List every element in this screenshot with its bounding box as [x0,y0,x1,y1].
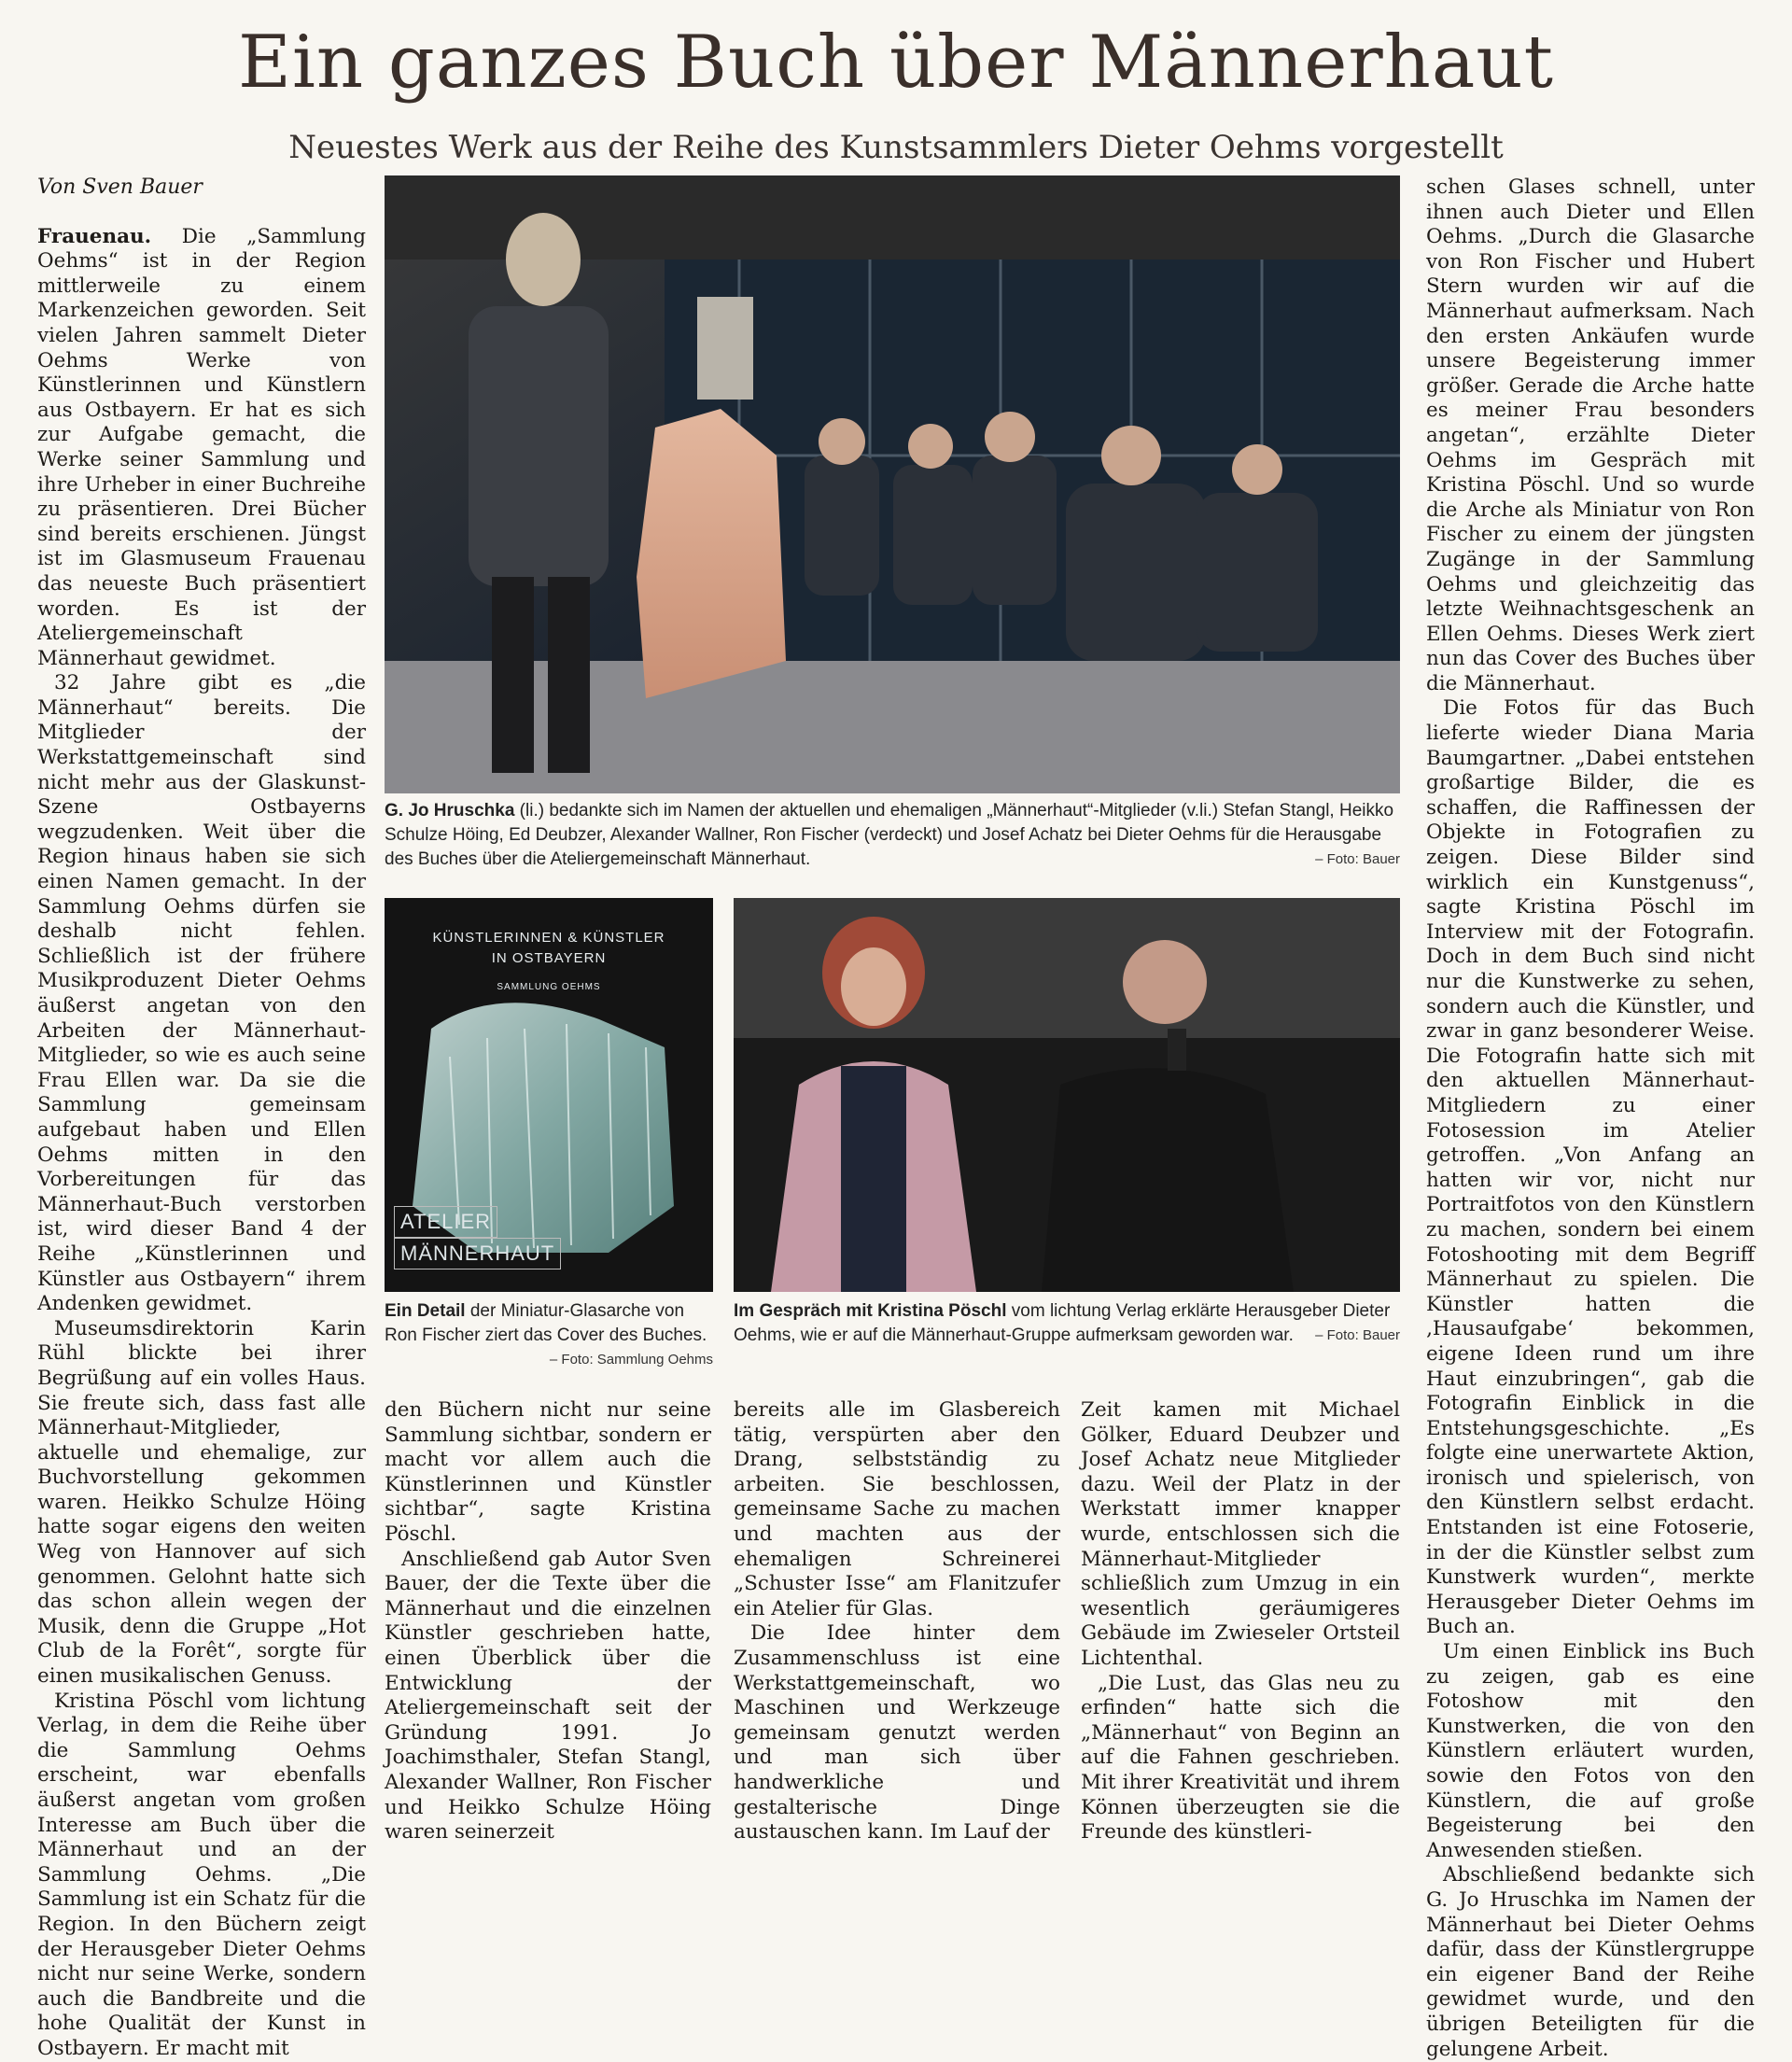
paragraph: Um einen Einblick ins Buch zu zeigen, gab es eine Fotoshow mit den Kunstwerken, die von den Künstlern erläutert wurden, sowie den Fotos von den Künstlern, die auf große Begeisterung bei den Anwesenden stießen. [1426,1640,1755,1862]
paragraph: Die Fotos für das Buch lieferte wieder Diana Maria Baumgartner. „Dabei entstehen großartige Bilder, die es schaffen, die Raffinessen der Objekte in Fotografien zu zeigen. Diese Bilder sind wirklich ein Kunstgenuss“, sagte Kristina Pöschl im Interview mit der Fotografin. Doch in dem Buch sind nicht nur die Kunstwerke zu sehen, sondern auch die Künstler, und zwar in ganz besonderer Weise. Die Fotografin hatte sich mit den aktuellen Männerhaut-Mitgliedern zu einer Fotosession im Atelier getroffen. „Von Anfang an hatten wir vor, nicht nur Portraitfotos von den Künstlern zu machen, sondern bei einem Fotoshooting mit dem Begriff Männerhaut zu spielen. Die Künstler hatten die ‚Hausaufgabe‘ bekommen, eigene Ideen rund um ihre Haut einzubringen“, gab die Fotografin Einblick in die Entstehungsgeschichte. „Es folgte eine unerwartete Aktion, ironisch und spielerisch, von den Künstlern selbst erdacht. Entstanden ist eine Fotoserie, in der die Künstler selbst zum Kunstwerk wurden“, merkte Herausgeber Dieter Oehms im Buch an. [1426,696,1755,1639]
caption-lead: Ein Detail [385,1301,466,1321]
photo-credit: – Foto: Bauer [1315,1327,1400,1343]
paragraph: schen Glases schnell, unter ihnen auch Dieter und Ellen Oehms. „Durch die Glasarche von Ron Fischer und Hubert Stern wurden wir auf die Männerhaut aufmerksam. Nach den ersten Ankäufen wurde unsere Begeisterung immer größer. Gerade die Arche hatte es meiner Frau besonders angetan“, erzählte Dieter Oehms im Gespräch mit Kristina Pöschl. Und so wurde die Arche als Miniatur von Ron Fischer zu einem der jüngsten Zugänge in der Sammlung Oehms und gleichzeitig das letzte Weihnachtsgeschenk an Ellen Oehms. Dieses Werk ziert nun das Cover des Buches über die Männerhaut. [1426,175,1755,695]
book-title-line-1: ATELIER [394,1206,497,1238]
paragraph: Anschließend gab Autor Sven Bauer, der die Texte über die Männerhaut und die einzelnen Künstler geschrieben hatte, einen Überblick über die Entwicklung der Ateliergemeinschaft seit der Gründung 1991. Jo Joachimsthaler, Stefan Stangl, Alexander Wallner, Ron Fischer und Heikko Schulze Höing waren seinerzeit [385,1547,711,1845]
paragraph: 32 Jahre gibt es „die Männerhaut“ bereits. Die Mitglieder der Werkstattgemeinschaft sind nicht mehr aus der Glaskunst-Szene Ostbayerns wegzudenken. Weit über die Region hinaus haben sie sich einen Namen gemacht. In der Sammlung Oehms dürfen sie deshalb nicht fehlen. Schließlich ist der frühere Musikproduzent Dieter Oehms äußerst angetan von den Arbeiten der Männerhaut-Mitglieder, so wie es auch seine Frau Ellen war. Da sie die Sammlung gemeinsam aufgebaut haben und Ellen Oehms mitten in den Vorbereitungen für das Männerhaut-Buch verstorben ist, wird dieser Band 4 der Reihe „Künstlerinnen und Künstler aus Ostbayern“ ihrem Andenken gewidmet. [37,671,366,1316]
column-1 [37,175,366,2062]
main-photo [385,175,1400,793]
paragraph: Museumsdirektorin Karin Rühl blickte bei ihrer Begrüßung auf ein volles Haus. Sie freute sich, dass fast alle Männerhaut-Mitglieder, aktuelle und ehemalige, zur Buchvorstellung gekommen waren. Heikko Schulze Höing hatte sogar eigens den weiten Weg von Hannover auf sich genommen. Gelohnt hatte sich das schon allein wegen der Musik, denn die Gruppe „Hot Club de la Forêt“, sorgte für einen musikalischen Genuss. [37,1316,366,1689]
photo-credit: – Foto: Bauer [1315,851,1400,867]
caption-text: der Miniatur-Glasarche von Ron Fischer ziert das Cover des Buches. [385,1301,707,1345]
paragraph: Zeit kamen mit Michael Gölker, Eduard Deubzer und Josef Achatz neue Mitglieder dazu. Weil der Platz in der Werkstatt immer knapper wurde, entschlossen sich die Männerhaut-Mitglieder schließlich zum Umzug in ein wesentlich geräumigeres Gebäude im Zwieseler Ortsteil Lichtenthal. [1081,1398,1400,1670]
paragraph [37,225,366,672]
caption-text: (li.) bedankte sich im Namen der aktuellen und ehemaligen „Männerhaut“-Mitglieder (v.li.) Stefan Stangl, Heikko Schulze Höing, Ed Deubzer, Alexander Wallner, Ron Fischer (verdeckt) und Josef Achatz bei Dieter Oehms für die Herausgabe des Buches über die Ateliergemeinschaft Männerhaut. [385,801,1394,869]
column-2 [385,1398,711,1845]
byline: Von Sven Bauer [37,175,203,199]
subheadline: Neuestes Werk aus der Reihe des Kunstsammlers Dieter Oehms vorgestellt [288,129,1504,166]
book-title-line-2: MÄNNERHAUT [394,1238,561,1269]
event-photo-image [385,175,1400,793]
paragraph: „Die Lust, das Glas neu zu erfinden“ hatte sich die „Männerhaut“ von Beginn an auf die Fahnen geschrieben. Mit ihrer Kreativität und ihrem Können überzeugten sie die Freunde des künstleri- [1081,1671,1400,1845]
paragraph: den Büchern nicht nur seine Sammlung sichtbar, sondern er macht vor allem auch die Künstlerinnen und Künstler sichtbar“, sagte Kristina Pöschl. [385,1398,711,1546]
series-line-1: KÜNSTLERINNEN & KÜNSTLER [432,930,665,946]
book-series-title [385,928,713,969]
caption-lead: G. Jo Hruschka [385,801,515,821]
interview-photo-caption [734,1299,1400,1348]
dateline: Frauenau. [37,224,152,248]
column-3 [734,1398,1060,1845]
interview-photo [734,898,1400,1292]
caption-lead: Im Gespräch mit Kristina Pöschl [734,1301,1007,1321]
collection-logo-text: SAMMLUNG OEHMS [497,982,601,992]
book-title [394,1206,557,1269]
series-line-2: IN OSTBAYERN [491,950,607,966]
caption-text: vom lichtung Verlag erklärte Herausgeber Dieter Oehms, wie er auf die Männerhaut-Gruppe aufmerksam geworden war. [734,1301,1391,1345]
interview-image [734,898,1400,1292]
column-4 [1081,1398,1400,1845]
paragraph-text: Die „Sammlung Oehms“ ist in der Region mittlerweile zu einem Markenzeichen geworden. Seit vielen Jahren sammelt Dieter Oehms Werke von Künstlerinnen und Künstlern aus Ostbayern. Er hat es sich zur Aufgabe gemacht, die Werke seiner Sammlung und ihre Urheber in einer Buchreihe zu präsentieren. Drei Bücher sind bereits erschienen. Jüngst ist im Glasmuseum Frauenau das neueste Buch präsentiert worden. Es ist der Ateliergemeinschaft Männerhaut gewidmet. [37,224,366,670]
paragraph: Abschließend bedankte sich G. Jo Hruschka im Namen der Männerhaut bei Dieter Oehms dafür, dass der Künstlergruppe ein eigener Band der Reihe gewidmet wurde, und den übrigen Beteiligten für die gelungene Arbeit. [1426,1863,1755,2061]
headline: Ein ganzes Buch über Männerhaut [238,21,1554,105]
collection-logo [385,982,713,992]
main-photo-caption [385,799,1400,872]
paragraph: bereits alle im Glasbereich tätig, verspürten aber den Drang, selbstständig zu arbeiten. Sie beschlossen, gemeinsame Sache zu machen und machten aus der ehemaligen Schreinerei „Schuster Isse“ am Flanitzufer ein Atelier für Glas. [734,1398,1060,1620]
column-5 [1426,175,1755,2062]
book-cover-photo [385,898,713,1292]
paragraph: Kristina Pöschl vom lichtung Verlag, in dem die Reihe über die Sammlung Oehms erscheint, war ebenfalls äußerst angetan vom großen Interesse am Buch über die Männerhaut und an der Sammlung Oehms. „Die Sammlung ist ein Schatz für die Region. In den Büchern zeigt der Herausgeber Dieter Oehms nicht nur seine Werke, sondern auch die Bandbreite und die hohe Qualität der Kunst in Ostbayern. Er macht mit [37,1689,366,2060]
paragraph: Die Idee hinter dem Zusammenschluss ist eine Werkstattgemeinschaft, wo Maschinen und Werkzeuge gemeinsam genutzt werden und man sich über handwerkliche und gestalterische Dinge austauschen kann. Im Lauf der [734,1621,1060,1845]
photo-credit: – Foto: Sammlung Oehms [549,1352,713,1368]
cover-photo-caption [385,1299,713,1372]
